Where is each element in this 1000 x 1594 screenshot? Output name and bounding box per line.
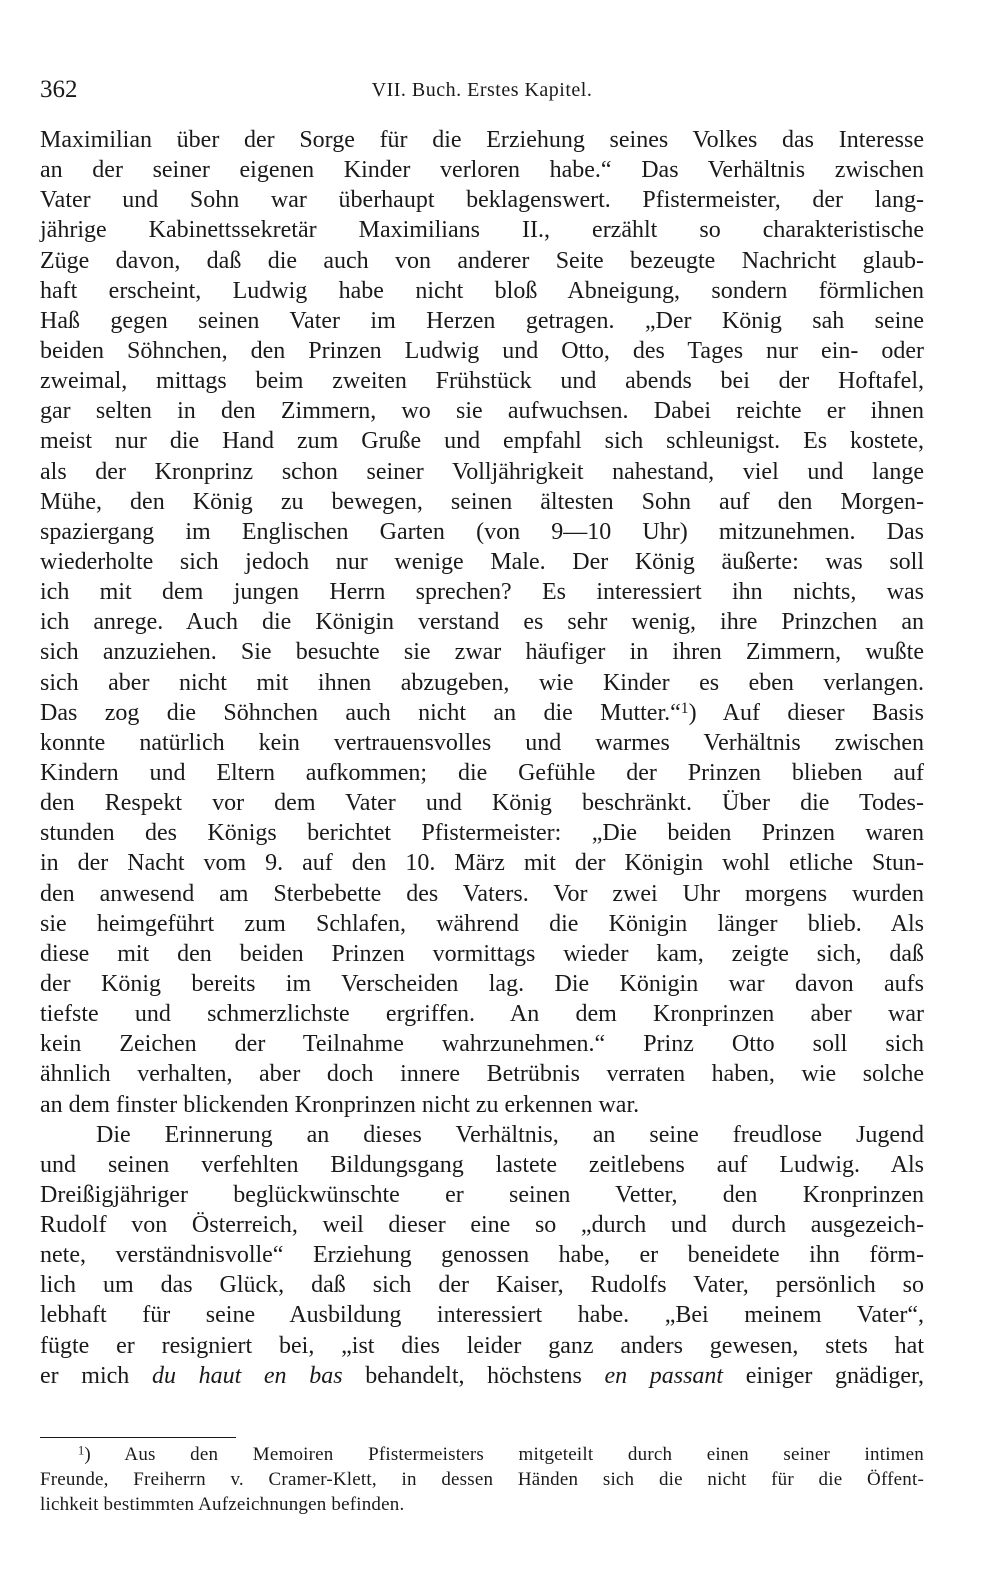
text-line: Vater und Sohn war überhaupt beklagenswert. Pfistermeister, der lang- xyxy=(40,187,924,214)
text-line: den anwesend am Sterbebette des Vaters. Vor zwei Uhr morgens wurden xyxy=(40,880,924,907)
text-segment: er mich xyxy=(40,1362,152,1389)
text-line: und seinen verfehlten Bildungsgang lastete zeitlebens auf Ludwig. Als xyxy=(40,1151,924,1178)
text-line: Züge davon, daß die auch von anderer Seite bezeugte Nachricht glaub- xyxy=(40,247,924,274)
italic-phrase: du haut en bas xyxy=(151,1362,343,1389)
page-number: 362 xyxy=(40,76,78,103)
text-line-with-italics xyxy=(40,1361,924,1391)
footnote-line xyxy=(40,1442,924,1467)
footnote-marker: 1 xyxy=(78,1443,85,1458)
text-line: ähnlich verhalten, aber doch innere Betrübnis verraten haben, wie solche xyxy=(40,1061,924,1088)
running-head: VII. Buch. Erstes Kapitel. xyxy=(371,79,593,101)
footnote-divider xyxy=(40,1437,236,1438)
text-line: Dreißigjähriger beglückwünschte er seinen Vetter, den Kronprinzen xyxy=(40,1181,924,1208)
footnote-reference: 1 xyxy=(680,699,689,717)
text-segment: einiger gnädiger, xyxy=(723,1362,925,1389)
text-line: sich anzuziehen. Sie besuchte sie zwar häufiger in ihren Zimmern, wußte xyxy=(40,639,924,666)
text-line: in der Nacht vom 9. auf den 10. März mit der Königin wohl etliche Stun- xyxy=(40,850,924,877)
text-line: haft erscheint, Ludwig habe nicht bloß Abneigung, sondern förmlichen xyxy=(40,277,924,304)
text-segment: ) Auf dieser Basis xyxy=(688,699,924,726)
text-line: fügte er resigniert bei, „ist dies leider ganz anders gewesen, stets hat xyxy=(40,1332,924,1359)
text-line: der König bereits im Verscheiden lag. Die Königin war davon aufs xyxy=(40,970,924,997)
text-line: jährige Kabinettssekretär Maximilians II., erzählt so charakteristische xyxy=(40,217,924,244)
text-line: sich aber nicht mit ihnen abzugeben, wie Kinder es eben verlangen. xyxy=(40,669,924,696)
text-line: beiden Söhnchen, den Prinzen Ludwig und Otto, des Tages nur ein- oder xyxy=(40,337,924,364)
text-line: gar selten in den Zimmern, wo sie aufwuchsen. Dabei reichte er ihnen xyxy=(40,398,924,425)
text-line: Rudolf von Österreich, weil dieser eine so „durch und durch ausgezeich- xyxy=(40,1212,924,1239)
text-line: Mühe, den König zu bewegen, seinen ältesten Sohn auf den Morgen- xyxy=(40,488,924,515)
text-line: lich um das Glück, daß sich der Kaiser, Rudolfs Vater, persönlich so xyxy=(40,1272,924,1299)
text-line: sie heimgeführt zum Schlafen, während die Königin länger blieb. Als xyxy=(40,910,924,937)
text-line: stunden des Königs berichtet Pfistermeister: „Die beiden Prinzen waren xyxy=(40,820,924,847)
footnote xyxy=(40,1442,924,1517)
text-line: kein Zeichen der Teilnahme wahrzunehmen.“ Prinz Otto soll sich xyxy=(40,1031,924,1058)
italic-phrase: en passant xyxy=(604,1362,724,1389)
footnote-text: ) Aus den Memoiren Pfistermeisters mitgeteilt durch einen seiner intimen xyxy=(84,1444,924,1465)
text-line: an dem finster blickenden Kronprinzen nicht zu erkennen war. xyxy=(40,1091,640,1118)
text-line: diese mit den beiden Prinzen vormittags wieder kam, zeigte sich, daß xyxy=(40,940,924,967)
text-line: nete, verständnisvolle“ Erziehung genossen habe, er beneidete ihn förm- xyxy=(40,1242,924,1269)
footnote-line: lichkeit bestimmten Aufzeichnungen befinden. xyxy=(40,1494,405,1515)
footnote-line: Freunde, Freiherrn v. Cramer-Klett, in dessen Händen sich die nicht für die Öffent- xyxy=(40,1469,924,1490)
text-line: lebhaft für seine Ausbildung interessiert habe. „Bei meinem Vater“, xyxy=(40,1302,924,1329)
text-line: meist nur die Hand zum Gruße und empfahl sich schleunigst. Es kostete, xyxy=(40,428,924,455)
text-line: konnte natürlich kein vertrauensvolles und warmes Verhältnis zwischen xyxy=(40,729,924,756)
text-line: ich anrege. Auch die Königin verstand es sehr wenig, ihre Prinzchen an xyxy=(40,609,924,636)
text-segment: behandelt, höchstens xyxy=(342,1362,605,1389)
page-header xyxy=(40,72,924,108)
text-line: ich mit dem jungen Herrn sprechen? Es interessiert ihn nichts, was xyxy=(40,579,924,606)
text-line-with-footnote-ref xyxy=(40,698,924,728)
text-line: als der Kronprinz schon seiner Volljährigkeit nahestand, viel und lange xyxy=(40,458,924,485)
text-line: spaziergang im Englischen Garten (von 9—10 Uhr) mitzunehmen. Das xyxy=(40,518,924,545)
text-line: tiefste und schmerzlichste ergriffen. An dem Kronprinzen aber war xyxy=(40,1001,924,1028)
text-line: an der seiner eigenen Kinder verloren habe.“ Das Verhältnis zwischen xyxy=(40,157,924,184)
paragraph-start-line: Die Erinnerung an dieses Verhältnis, an seine freudlose Jugend xyxy=(96,1121,924,1148)
text-line: zweimal, mittags beim zweiten Frühstück und abends bei der Hoftafel, xyxy=(40,368,924,395)
body-text xyxy=(40,125,924,1391)
text-line: Haß gegen seinen Vater im Herzen getragen. „Der König sah seine xyxy=(40,307,924,334)
text-line: Kindern und Eltern aufkommen; die Gefühle der Prinzen blieben auf xyxy=(40,759,924,786)
text-line: wiederholte sich jedoch nur wenige Male. Der König äußerte: was soll xyxy=(40,548,924,575)
text-line: Maximilian über der Sorge für die Erziehung seines Volkes das Interesse xyxy=(40,127,924,153)
text-segment: Das zog die Söhnchen auch nicht an die Mutter.“ xyxy=(40,699,681,726)
text-line: den Respekt vor dem Vater und König beschränkt. Über die Todes- xyxy=(40,790,924,817)
